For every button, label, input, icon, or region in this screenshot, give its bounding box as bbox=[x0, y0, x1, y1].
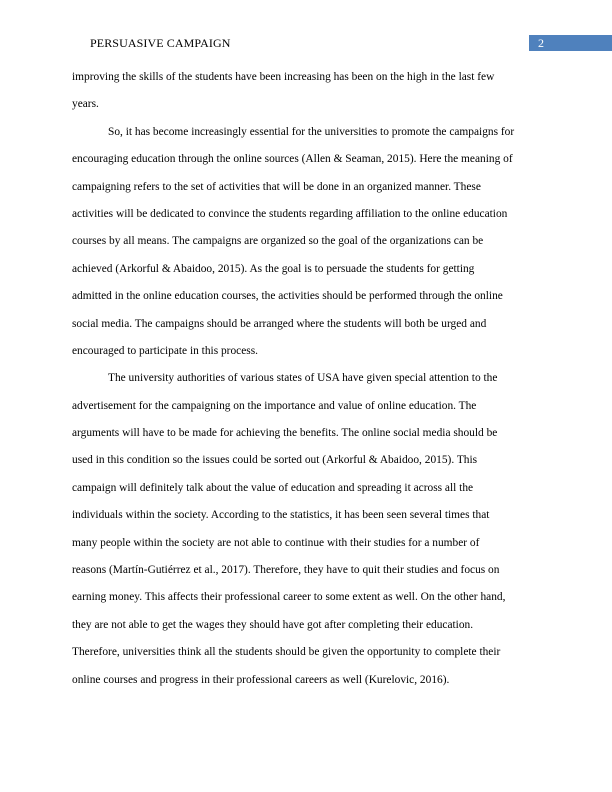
paragraph-line: they are not able to get the wages they should have got after completing their education. bbox=[72, 618, 474, 631]
paragraph-line: campaigning refers to the set of activities that will be done in an organized manner. These bbox=[72, 180, 481, 193]
paragraph-line: encouraged to participate in this process. bbox=[72, 344, 258, 357]
paragraph-line: admitted in the online education courses, the activities should be performed through the online bbox=[72, 290, 503, 303]
paragraph-line: So, it has become increasingly essential for the universities to promote the campaigns for bbox=[108, 125, 515, 138]
paragraph-2 bbox=[72, 125, 542, 358]
paragraph-line: used in this condition so the issues could be sorted out (Arkorful & Abaidoo, 2015). This bbox=[72, 454, 478, 467]
paragraph-line: The university authorities of various states of USA have given special attention to the bbox=[108, 372, 498, 385]
paragraph-line: years. bbox=[72, 98, 99, 111]
paragraph-line: individuals within the society. According to the statistics, it has been seen several times that bbox=[72, 509, 490, 522]
paragraph-line: online courses and progress in their professional careers as well (Kurelovic, 2016). bbox=[72, 673, 450, 686]
paragraph-line: courses by all means. The campaigns are organized so the goal of the organizations can be bbox=[72, 235, 484, 248]
paragraph-line: earning money. This affects their professional career to some extent as well. On the other hand, bbox=[72, 591, 506, 604]
paragraph-line: many people within the society are not able to continue with their studies for a number of bbox=[72, 536, 480, 549]
paragraph-line: achieved (Arkorful & Abaidoo, 2015). As the goal is to persuade the students for getting bbox=[72, 262, 475, 275]
paragraph-line: arguments will have to be made for achieving the benefits. The online social media should be bbox=[72, 427, 498, 440]
paragraph-line: campaign will definitely talk about the value of education and spreading it across all the bbox=[72, 481, 474, 494]
body-text bbox=[72, 70, 542, 700]
paragraph-line: social media. The campaigns should be arranged where the students will both be urged and bbox=[72, 317, 487, 330]
paragraph-line: reasons (Martín-Gutiérrez et al., 2017). Therefore, they have to quit their studies and focus on bbox=[72, 564, 500, 577]
paragraph-line: advertisement for the campaigning on the importance and value of online education. The bbox=[72, 399, 477, 412]
paragraph-line: Therefore, universities think all the students should be given the opportunity to complete their bbox=[72, 646, 501, 659]
page-number-box bbox=[529, 35, 612, 51]
paragraph-line: encouraging education through the online sources (Allen & Seaman, 2015). Here the meaning of bbox=[72, 153, 513, 166]
running-head-title: PERSUASIVE CAMPAIGN bbox=[90, 36, 231, 50]
paragraph-line: improving the skills of the students have been increasing has been on the high in the last few bbox=[72, 71, 495, 83]
paragraph-line: activities will be dedicated to convince the students regarding affiliation to the online education bbox=[72, 207, 508, 220]
paragraph-3 bbox=[72, 371, 542, 686]
paragraph-1 bbox=[72, 70, 542, 111]
page-number: 2 bbox=[538, 36, 544, 50]
